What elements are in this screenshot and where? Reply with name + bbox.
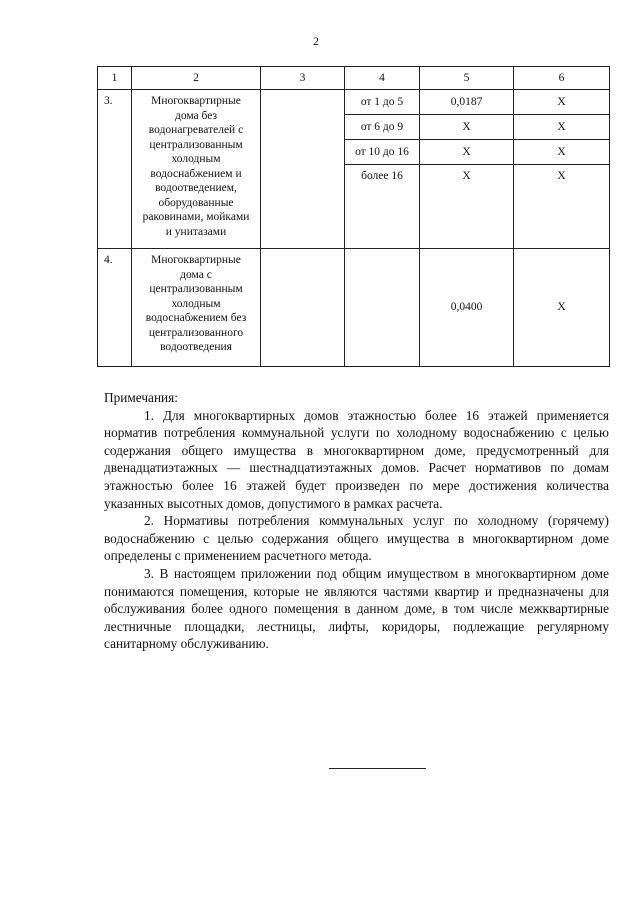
norm-value: X [514,249,610,367]
building-description [132,90,261,249]
description-line: холодным [171,153,221,165]
description-line: дома с [180,268,212,281]
norm-value: 0,0187 [420,90,514,115]
floor-range: более 16 [345,165,420,249]
table-row [98,249,610,367]
empty-cell [345,249,420,367]
description-line: оборудованные [158,196,234,209]
empty-cell [261,90,345,249]
header-cell: 1 [98,67,132,90]
floor-range: от 1 до 5 [345,90,420,115]
description-line: централизованным [149,138,243,151]
note-paragraph: 3. В настоящем приложении под общим имуществом в многоквартирном доме понимаются помещения, которые не являются частями квартир и предназначены для обслуживания более одного помещения в данном доме, в том числе межквартирные лестничные площадки, лестницы, лифты, коридоры, подлежащие регулярному санитарному обслуживанию. [104,565,609,652]
description-line: раковинами, мойками [142,211,250,223]
norm-value: X [420,165,514,249]
norm-value: 0,0400 [420,249,514,367]
closing-rule [329,768,426,769]
header-cell: 2 [132,67,261,90]
note-paragraph: 1. Для многоквартирных домов этажностью более 16 этажей применяется норматив потребления коммунальной услуги по холодному водоснабжению с целью содержания общего имущества в многоквартирном доме, предусмотренный для двенадцатиэтажных — шестнадцатиэтажных домов. Расчет нормативов по домам этажностью более 16 этажей будет произведен по мере достижения количества указанных высотных домов, допустимого в рамках расчета. [104,407,609,511]
description-line: дома без [174,109,218,122]
norm-value: X [420,140,514,165]
norm-value: X [514,115,610,140]
table-row [98,90,610,115]
description-line: водоснабжением без [145,312,247,324]
building-description [132,249,261,367]
description-line: водонагревателей с [148,124,244,136]
header-cell: 5 [420,67,514,90]
description-line: Многоквартирные [151,254,241,266]
empty-cell [261,249,345,367]
notes-section [104,389,609,653]
norm-value: X [514,90,610,115]
description-line: водоотведением, [155,182,237,194]
norm-value: X [514,165,610,249]
header-cell: 6 [514,67,610,90]
page-number: 2 [313,34,319,48]
floor-range: от 6 до 9 [345,115,420,140]
description-line: водоотведения [160,341,232,353]
norm-value: X [420,115,514,140]
header-cell: 3 [261,67,345,90]
row-number: 4. [98,249,132,367]
notes-title: Примечания: [104,390,178,405]
floor-range: от 10 до 16 [345,140,420,165]
description-line: и унитазами [165,225,227,238]
table-header-row [98,67,610,90]
description-line: централизованным [149,283,243,295]
description-line: централизованного [148,326,244,339]
description-line: холодным [171,297,221,310]
norms-table [97,66,610,367]
description-line: Многоквартирные [151,95,241,107]
row-number: 3. [98,90,132,249]
norm-value: X [514,140,610,165]
description-line: водоснабжением и [150,167,242,180]
note-paragraph: 2. Нормативы потребления коммунальных услуг по холодному (горячему) водоснабжению с целью содержания общего имущества в многоквартирном доме определены с применением расчетного метода. [104,513,609,564]
header-cell: 4 [345,67,420,90]
